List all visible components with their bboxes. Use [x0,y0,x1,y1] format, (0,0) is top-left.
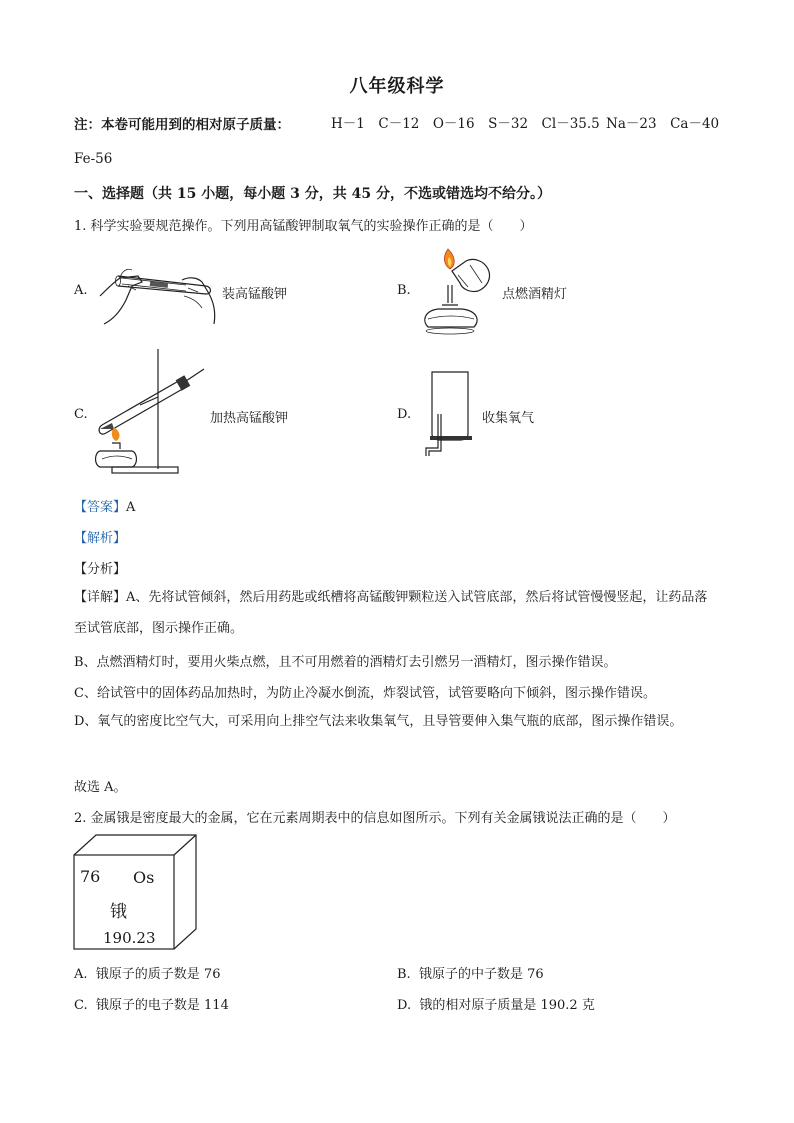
element-name: 锇 [110,902,127,922]
detail-b-text: B、点燃酒精灯时，要用火柴点燃，且不可用燃着的酒精灯去引燃另一酒精灯，图示操作错误。 [74,655,617,670]
q1-option-b-caption: 点燃酒精灯 [502,287,568,302]
atomic-mass-values: H－1 C－12 O－16 S－32 Cl－35.5 Na－23 Ca－40 [331,116,720,132]
element-symbol: Os [133,868,155,887]
q1-option-a-caption: 装高锰酸钾 [222,287,288,302]
atomic-mass-values-continued: Fe-56 [74,151,113,167]
detail-label: 【详解】 [74,590,127,605]
element-atomic-mass: 190.23 [103,929,156,947]
q2-option-d-letter: D. [397,998,412,1013]
answer-label: 【答案】 [74,500,127,515]
detail-a-paragraph [74,582,720,644]
answer-value: A [126,500,136,515]
q1-option-d-letter: D. [397,407,412,422]
detail-d-text: D、氧气的密度比空气大，可采用向上排空气法来收集氧气，且导管要伸入集气瓶的底部，图示操作错误。 [74,714,683,729]
q2-option-a [74,963,220,982]
q1-conclusion: 故选 A。 [74,780,127,795]
q2-option-c [74,994,229,1013]
section-heading: 一、选择题（共 15 小题，每小题 3 分，共 45 分，不选或错选均不给分。） [74,186,551,202]
q2-option-c-letter: C. [74,998,88,1013]
q2-option-a-letter: A. [74,967,88,982]
page-title: 八年级科学 [349,76,445,97]
element-atomic-number: 76 [80,867,101,886]
q2-option-d-text: 锇的相对原子质量是 190.2 克 [419,998,595,1013]
lighting-alcohol-lamp-illustration [418,245,500,335]
q1-option-b-letter: B. [397,283,411,298]
q2-option-d [397,994,595,1013]
q2-option-c-text: 锇原子的电子数是 114 [95,998,229,1013]
detail-a-text: A、先将试管倾斜，然后用药匙或纸槽将高锰酸钾颗粒送入试管底部，然后将试管慢慢竖起，让药品落至试管底部，图示操作正确。 [74,590,708,636]
q2-option-a-text: 锇原子的质子数是 76 [95,967,221,982]
q2-option-b-text: 锇原子的中子数是 76 [418,967,544,982]
atomic-mass-note-label: 注：本卷可能用到的相对原子质量： [74,117,290,133]
q1-option-c-caption: 加热高锰酸钾 [210,411,289,426]
oxygen-collection-illustration [424,370,476,462]
q1-answer [74,496,135,515]
detail-c-text: C、给试管中的固体药品加热时，为防止冷凝水倒流，炸裂试管，试管要略向下倾斜，图示操作错误。 [74,686,656,701]
q1-option-c-letter: C. [74,407,88,422]
q2-option-b-letter: B. [397,967,411,982]
analysis-label: 【解析】 [74,531,127,546]
heating-potassium-permanganate-illustration [92,345,212,477]
q2-option-b [397,963,544,982]
q1-option-d-caption: 收集氧气 [482,411,535,426]
test-tube-loading-illustration [98,260,220,326]
question-1-stem: 1. 科学实验要规范操作。下列用高锰酸钾制取氧气的实验操作正确的是（ ） [74,219,533,234]
q1-option-a-letter: A. [74,283,88,298]
question-2-stem: 2. 金属锇是密度最大的金属，它在元素周期表中的信息如图所示。下列有关金属锇说法正确的是（ ） [74,811,676,826]
fenxi-label: 【分析】 [74,562,127,577]
